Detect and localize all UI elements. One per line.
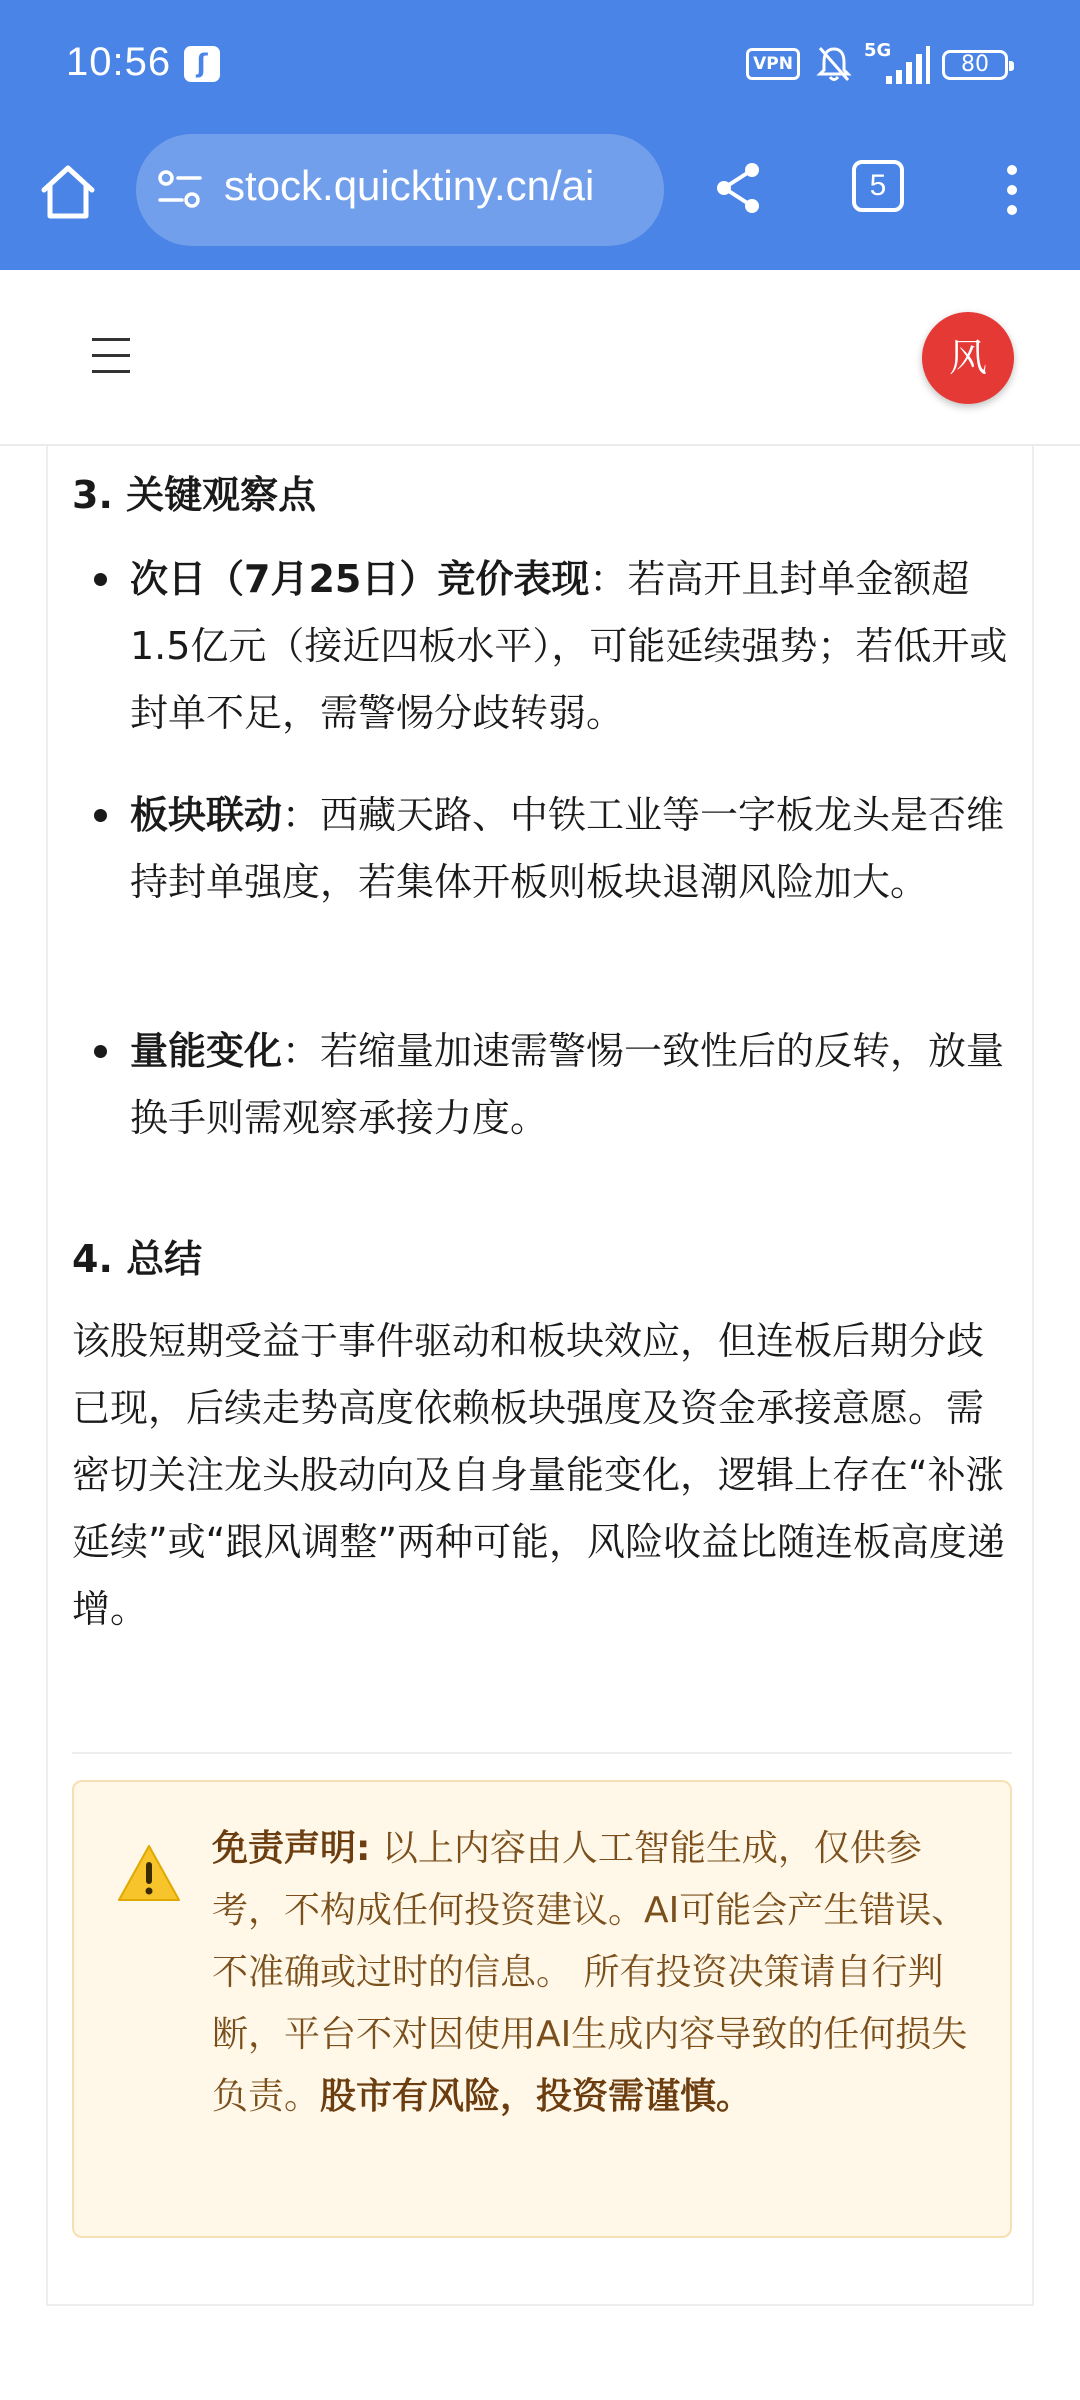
list-item-separator: ： (282, 1029, 321, 1073)
list-item-body: 西藏天路、中铁工业等一字板龙头是否维持封单强度，若集体开板则板块退潮风险加大。 (130, 793, 1005, 904)
battery-icon: 80 (942, 50, 1008, 80)
divider (72, 1752, 1012, 1754)
tab-switcher-button[interactable]: 5 (852, 160, 904, 212)
browser-chrome (0, 0, 1080, 270)
home-icon[interactable] (36, 160, 100, 224)
section-4-heading (72, 1228, 202, 1283)
share-icon[interactable] (706, 156, 770, 220)
list-item-separator: ： (282, 793, 321, 837)
bullet-icon (94, 1045, 107, 1058)
browser-toolbar (0, 130, 1080, 270)
disclaimer-body: 以上内容由人工智能生成，仅供参考，不构成任何投资建议。AI可能会产生错误、不准确或过时的信息。 所有投资决策请自行判断，平台不对因使用AI生成内容导致的任何损失负责。 (212, 1828, 968, 2117)
url-text[interactable]: stock.quicktiny.cn/ai (224, 162, 595, 209)
disclaimer-emphasis: 股市有风险，投资需谨慎。 (320, 2076, 753, 2117)
ai-answer-card (46, 446, 1034, 2306)
notification-icon: ʃ (184, 46, 220, 82)
vpn-icon: VPN (746, 48, 800, 80)
more-options-icon[interactable] (992, 160, 1032, 220)
list-item-separator: ： (589, 557, 628, 601)
section-number: 3. (72, 473, 113, 517)
section-3-heading (72, 464, 316, 519)
signal-icon (864, 40, 928, 86)
disclaimer-text (212, 1818, 982, 2128)
site-header (0, 270, 1080, 446)
list-item-title: 量能变化 (130, 1029, 283, 1073)
network-type-label: 5G (864, 40, 892, 61)
list-item-body: 若缩量加速需警惕一致性后的反转，放量换手则需观察承接力度。 (130, 1029, 1005, 1140)
list-item-title: 次日（7月25日）竞价表现 (130, 557, 590, 601)
site-settings-icon[interactable] (156, 168, 204, 212)
warning-icon (116, 1842, 182, 1904)
section-title: 关键观察点 (126, 473, 317, 517)
bullet-icon (94, 573, 107, 586)
disclaimer-label: 免责声明: (212, 1828, 371, 1869)
status-time: 10:56 (66, 40, 172, 84)
disclaimer-box (72, 1780, 1012, 2238)
section-number: 4. (72, 1237, 113, 1281)
bullet-icon (94, 809, 107, 822)
section-title: 总结 (126, 1237, 203, 1281)
bell-muted-icon (814, 44, 854, 84)
avatar[interactable]: 风 (922, 312, 1014, 404)
summary-paragraph: 该股短期受益于事件驱动和板块效应，但连板后期分歧已现，后续走势高度依赖板块强度及资金承接意愿。需密切关注龙头股动向及自身量能变化，逻辑上存在“补涨延续”或“跟风调整”两种可能，风险收益比随连板高度递增。 (72, 1319, 1006, 1631)
hamburger-menu-icon[interactable] (92, 338, 132, 374)
address-bar[interactable] (136, 134, 664, 246)
status-bar (0, 0, 1080, 130)
list-item-body: 若高开且封单金额超1.5亿元（接近四板水平），可能延续强势；若低开或封单不足，需警惕分歧转弱。 (130, 557, 1008, 735)
list-item-title: 板块联动 (130, 793, 283, 837)
